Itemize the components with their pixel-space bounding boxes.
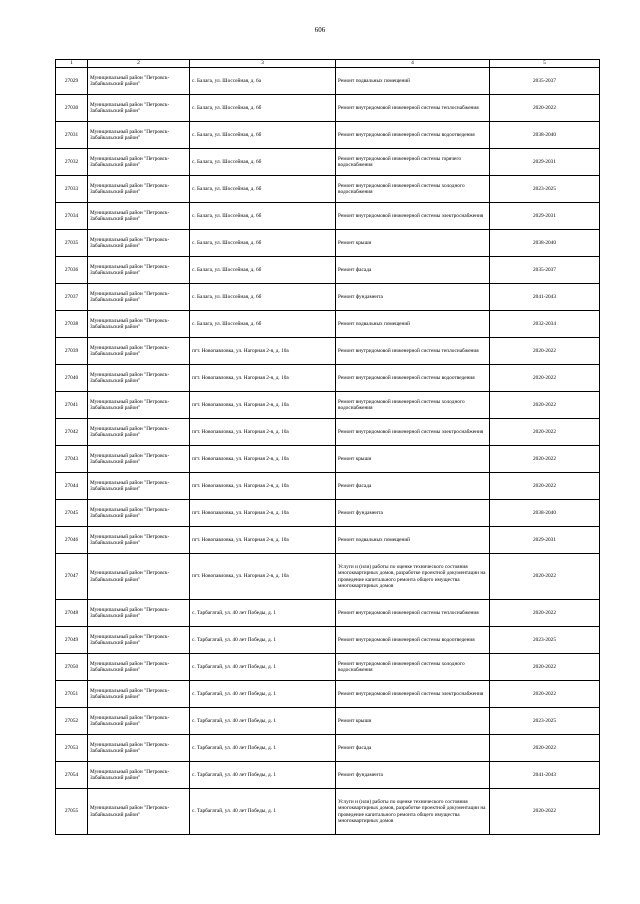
row-number-cell: 27044 xyxy=(56,473,88,500)
column-header-2: 2 xyxy=(88,60,190,68)
address-cell: с. Балага, ул. Шоссейная, д. 6б xyxy=(190,95,336,122)
address-cell: пгт. Новопавловка, ул. Нагорная 2-я, д. 10а xyxy=(190,527,336,554)
period-cell: 2032-2034 xyxy=(490,311,600,338)
table-row xyxy=(56,230,600,257)
table-row xyxy=(56,473,600,500)
work-type-cell: Ремонт фундамента xyxy=(336,284,490,311)
municipality-cell: Муниципальный район "Петровск-Забайкальский район" xyxy=(88,122,190,149)
address-cell: с. Тарбагатай, ул. 40 лет Победы, д. 1 xyxy=(190,708,336,735)
municipality-cell: Муниципальный район "Петровск-Забайкальский район" xyxy=(88,446,190,473)
address-cell: с. Балага, ул. Шоссейная, д. 6б xyxy=(190,122,336,149)
municipality-cell: Муниципальный район "Петровск-Забайкальский район" xyxy=(88,392,190,419)
address-cell: с. Балага, ул. Шоссейная, д. 6б xyxy=(190,203,336,230)
table-row xyxy=(56,600,600,627)
work-type-cell: Ремонт фасада xyxy=(336,257,490,284)
period-cell: 2020-2022 xyxy=(490,654,600,681)
table-header xyxy=(56,60,600,68)
table-row xyxy=(56,789,600,835)
period-cell: 2020-2022 xyxy=(490,446,600,473)
period-cell: 2020-2022 xyxy=(490,681,600,708)
table-row xyxy=(56,284,600,311)
table-row xyxy=(56,365,600,392)
row-number-cell: 27032 xyxy=(56,149,88,176)
address-cell: с. Тарбагатай, ул. 40 лет Победы, д. 1 xyxy=(190,735,336,762)
column-header-5: 5 xyxy=(490,60,600,68)
work-type-cell: Услуги и (или) работы по оценке технического состояния многоквартирных домов, разработке проектной документации на проведение капитального ремонта общего имущества многоквартирных домов xyxy=(336,789,490,835)
work-type-cell: Ремонт крыши xyxy=(336,230,490,257)
page-number: 606 xyxy=(314,26,326,34)
municipality-cell: Муниципальный район "Петровск-Забайкальский район" xyxy=(88,654,190,681)
address-cell: с. Балага, ул. Шоссейная, д. 6б xyxy=(190,230,336,257)
municipality-cell: Муниципальный район "Петровск-Забайкальский район" xyxy=(88,68,190,95)
address-cell: с. Балага, ул. Шоссейная, д. 6б xyxy=(190,311,336,338)
municipality-cell: Муниципальный район "Петровск-Забайкальский район" xyxy=(88,365,190,392)
work-type-cell: Ремонт подвальных помещений xyxy=(336,68,490,95)
address-cell: пгт. Новопавловка, ул. Нагорная 2-я, д. 10а xyxy=(190,338,336,365)
row-number-cell: 27034 xyxy=(56,203,88,230)
municipality-cell: Муниципальный район "Петровск-Забайкальский район" xyxy=(88,735,190,762)
row-number-cell: 27029 xyxy=(56,68,88,95)
period-cell: 2020-2022 xyxy=(490,338,600,365)
row-number-cell: 27033 xyxy=(56,176,88,203)
row-number-cell: 27054 xyxy=(56,762,88,789)
municipality-cell: Муниципальный район "Петровск-Забайкальский район" xyxy=(88,257,190,284)
row-number-cell: 27035 xyxy=(56,230,88,257)
row-number-cell: 27050 xyxy=(56,654,88,681)
municipality-cell: Муниципальный район "Петровск-Забайкальский район" xyxy=(88,527,190,554)
period-cell: 2020-2022 xyxy=(490,735,600,762)
period-cell: 2038-2040 xyxy=(490,500,600,527)
period-cell: 2020-2022 xyxy=(490,419,600,446)
municipality-cell: Муниципальный район "Петровск-Забайкальский район" xyxy=(88,762,190,789)
table-row xyxy=(56,95,600,122)
period-cell: 2035-2037 xyxy=(490,257,600,284)
table-row xyxy=(56,708,600,735)
table-row xyxy=(56,735,600,762)
column-header-3: 3 xyxy=(190,60,336,68)
municipality-cell: Муниципальный район "Петровск-Забайкальский район" xyxy=(88,789,190,835)
work-type-cell: Ремонт подвальных помещений xyxy=(336,527,490,554)
period-cell: 2038-2040 xyxy=(490,122,600,149)
municipality-cell: Муниципальный район "Петровск-Забайкальский район" xyxy=(88,708,190,735)
work-type-cell: Услуги и (или) работы по оценке технического состояния многоквартирных домов, разработке проектной документации на проведение капитального ремонта общего имущества многоквартирных домов xyxy=(336,554,490,600)
table-row xyxy=(56,654,600,681)
address-cell: пгт. Новопавловка, ул. Нагорная 2-я, д. 10а xyxy=(190,392,336,419)
work-type-cell: Ремонт внутридомовой инженерной системы теплоснабжения xyxy=(336,600,490,627)
work-type-cell: Ремонт внутридомовой инженерной системы электроснабжения xyxy=(336,203,490,230)
period-cell: 2020-2022 xyxy=(490,789,600,835)
work-type-cell: Ремонт внутридомовой инженерной системы водоотведения xyxy=(336,122,490,149)
row-number-cell: 27038 xyxy=(56,311,88,338)
municipality-cell: Муниципальный район "Петровск-Забайкальский район" xyxy=(88,176,190,203)
work-type-cell: Ремонт внутридомовой инженерной системы холодного водоснабжения xyxy=(336,392,490,419)
column-header-1: 1 xyxy=(56,60,88,68)
work-type-cell: Ремонт внутридомовой инженерной системы холодного водоснабжения xyxy=(336,654,490,681)
work-type-cell: Ремонт внутридомовой инженерной системы водоотведения xyxy=(336,627,490,654)
work-type-cell: Ремонт фасада xyxy=(336,473,490,500)
period-cell: 2020-2022 xyxy=(490,554,600,600)
period-cell: 2023-2025 xyxy=(490,627,600,654)
column-header-4: 4 xyxy=(336,60,490,68)
municipality-cell: Муниципальный район "Петровск-Забайкальский район" xyxy=(88,627,190,654)
municipality-cell: Муниципальный район "Петровск-Забайкальский район" xyxy=(88,311,190,338)
table-row xyxy=(56,419,600,446)
row-number-cell: 27051 xyxy=(56,681,88,708)
table-row xyxy=(56,68,600,95)
work-type-cell: Ремонт внутридомовой инженерной системы горячего водоснабжения xyxy=(336,149,490,176)
address-cell: с. Тарбагатай, ул. 40 лет Победы, д. 1 xyxy=(190,600,336,627)
municipality-cell: Муниципальный район "Петровск-Забайкальский район" xyxy=(88,473,190,500)
municipality-cell: Муниципальный район "Петровск-Забайкальский район" xyxy=(88,284,190,311)
address-cell: пгт. Новопавловка, ул. Нагорная 2-я, д. 10а xyxy=(190,365,336,392)
address-cell: пгт. Новопавловка, ул. Нагорная 2-я, д. 10а xyxy=(190,500,336,527)
municipality-cell: Муниципальный район "Петровск-Забайкальский район" xyxy=(88,554,190,600)
row-number-cell: 27042 xyxy=(56,419,88,446)
period-cell: 2041-2043 xyxy=(490,762,600,789)
municipality-cell: Муниципальный район "Петровск-Забайкальский район" xyxy=(88,203,190,230)
table-row xyxy=(56,176,600,203)
header-row xyxy=(56,60,600,68)
municipality-cell: Муниципальный район "Петровск-Забайкальский район" xyxy=(88,500,190,527)
table-row xyxy=(56,338,600,365)
table-row xyxy=(56,681,600,708)
address-cell: пгт. Новопавловка, ул. Нагорная 2-я, д. 10а xyxy=(190,554,336,600)
table-row xyxy=(56,554,600,600)
work-type-cell: Ремонт внутридомовой инженерной системы водоотведения xyxy=(336,365,490,392)
address-cell: пгт. Новопавловка, ул. Нагорная 2-я, д. 10а xyxy=(190,419,336,446)
table-row xyxy=(56,627,600,654)
period-cell: 2029-2031 xyxy=(490,149,600,176)
address-cell: с. Балага, ул. Шоссейная, д. 6б xyxy=(190,257,336,284)
row-number-cell: 27046 xyxy=(56,527,88,554)
municipality-cell: Муниципальный район "Петровск-Забайкальский район" xyxy=(88,419,190,446)
row-number-cell: 27037 xyxy=(56,284,88,311)
period-cell: 2041-2043 xyxy=(490,284,600,311)
row-number-cell: 27047 xyxy=(56,554,88,600)
period-cell: 2020-2022 xyxy=(490,95,600,122)
period-cell: 2029-2031 xyxy=(490,527,600,554)
capital-repair-table xyxy=(55,59,600,835)
work-type-cell: Ремонт внутридомовой инженерной системы электроснабжения xyxy=(336,419,490,446)
row-number-cell: 27031 xyxy=(56,122,88,149)
municipality-cell: Муниципальный район "Петровск-Забайкальский район" xyxy=(88,338,190,365)
address-cell: пгт. Новопавловка, ул. Нагорная 2-я, д. 10а xyxy=(190,446,336,473)
row-number-cell: 27048 xyxy=(56,600,88,627)
row-number-cell: 27036 xyxy=(56,257,88,284)
row-number-cell: 27045 xyxy=(56,500,88,527)
work-type-cell: Ремонт внутридомовой инженерной системы холодного водоснабжения xyxy=(336,176,490,203)
period-cell: 2020-2022 xyxy=(490,392,600,419)
address-cell: с. Балага, ул. Шоссейная, д. 6б xyxy=(190,176,336,203)
municipality-cell: Муниципальный район "Петровск-Забайкальский район" xyxy=(88,681,190,708)
address-cell: с. Тарбагатай, ул. 40 лет Победы, д. 1 xyxy=(190,789,336,835)
period-cell: 2020-2022 xyxy=(490,365,600,392)
municipality-cell: Муниципальный район "Петровск-Забайкальский район" xyxy=(88,149,190,176)
work-type-cell: Ремонт внутридомовой инженерной системы теплоснабжения xyxy=(336,338,490,365)
address-cell: с. Балага, ул. Шоссейная, д. 6б xyxy=(190,149,336,176)
period-cell: 2038-2040 xyxy=(490,230,600,257)
table-row xyxy=(56,257,600,284)
work-type-cell: Ремонт фундамента xyxy=(336,500,490,527)
work-type-cell: Ремонт подвальных помещений xyxy=(336,311,490,338)
table-row xyxy=(56,203,600,230)
period-cell: 2023-2025 xyxy=(490,176,600,203)
address-cell: с. Тарбагатай, ул. 40 лет Победы, д. 1 xyxy=(190,762,336,789)
municipality-cell: Муниципальный район "Петровск-Забайкальский район" xyxy=(88,600,190,627)
address-cell: с. Балага, ул. Шоссейная, д. 6а xyxy=(190,68,336,95)
address-cell: с. Балага, ул. Шоссейная, д. 6б xyxy=(190,284,336,311)
row-number-cell: 27041 xyxy=(56,392,88,419)
table-row xyxy=(56,149,600,176)
work-type-cell: Ремонт крыши xyxy=(336,708,490,735)
table-body xyxy=(56,68,600,835)
municipality-cell: Муниципальный район "Петровск-Забайкальский район" xyxy=(88,95,190,122)
period-cell: 2020-2022 xyxy=(490,473,600,500)
work-type-cell: Ремонт фундамента xyxy=(336,762,490,789)
period-cell: 2035-2037 xyxy=(490,68,600,95)
address-cell: с. Тарбагатай, ул. 40 лет Победы, д. 1 xyxy=(190,654,336,681)
period-cell: 2023-2025 xyxy=(490,708,600,735)
work-type-cell: Ремонт внутридомовой инженерной системы теплоснабжения xyxy=(336,95,490,122)
row-number-cell: 27030 xyxy=(56,95,88,122)
work-type-cell: Ремонт фасада xyxy=(336,735,490,762)
row-number-cell: 27053 xyxy=(56,735,88,762)
period-cell: 2020-2022 xyxy=(490,600,600,627)
address-cell: с. Тарбагатай, ул. 40 лет Победы, д. 1 xyxy=(190,681,336,708)
work-type-cell: Ремонт внутридомовой инженерной системы электроснабжения xyxy=(336,681,490,708)
period-cell: 2029-2031 xyxy=(490,203,600,230)
row-number-cell: 27040 xyxy=(56,365,88,392)
address-cell: пгт. Новопавловка, ул. Нагорная 2-я, д. 10а xyxy=(190,473,336,500)
work-type-cell: Ремонт крыши xyxy=(336,446,490,473)
table-row xyxy=(56,762,600,789)
table-row xyxy=(56,446,600,473)
row-number-cell: 27055 xyxy=(56,789,88,835)
municipality-cell: Муниципальный район "Петровск-Забайкальский район" xyxy=(88,230,190,257)
table-row xyxy=(56,392,600,419)
row-number-cell: 27049 xyxy=(56,627,88,654)
row-number-cell: 27039 xyxy=(56,338,88,365)
row-number-cell: 27043 xyxy=(56,446,88,473)
table-row xyxy=(56,500,600,527)
address-cell: с. Тарбагатай, ул. 40 лет Победы, д. 1 xyxy=(190,627,336,654)
row-number-cell: 27052 xyxy=(56,708,88,735)
table-row xyxy=(56,311,600,338)
table-row xyxy=(56,527,600,554)
table-row xyxy=(56,122,600,149)
